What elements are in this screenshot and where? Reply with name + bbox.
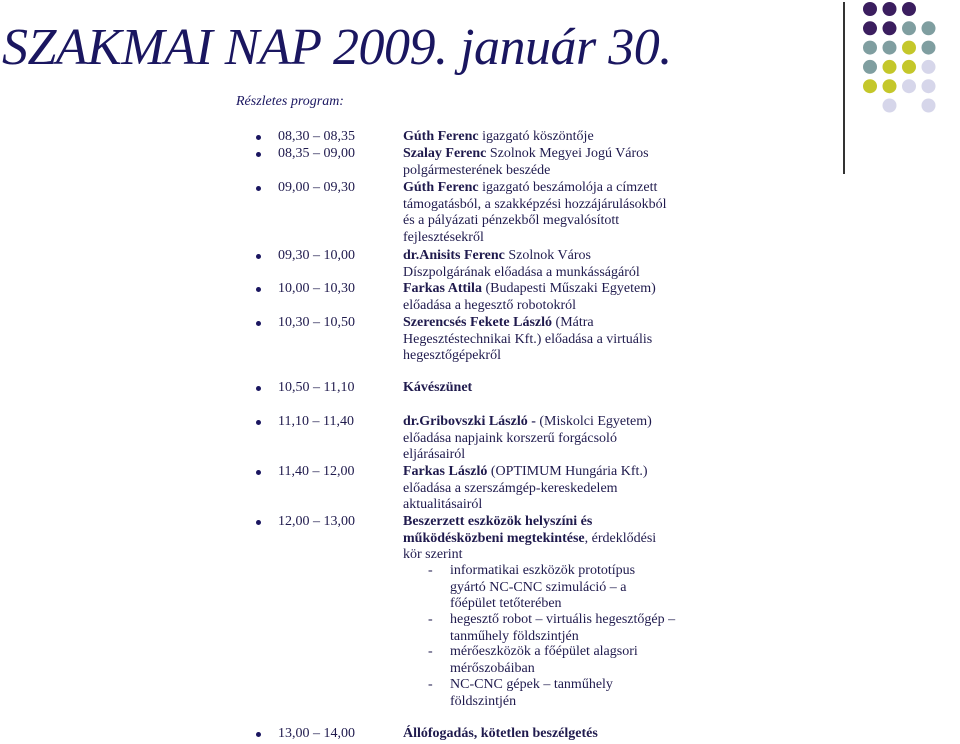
program-time: 10,30 – 10,50 (278, 315, 355, 330)
speaker-name: Farkas Attila (403, 281, 482, 296)
page-title: SZAKMAI NAP 2009. január 30. (2, 19, 672, 76)
program-description (403, 464, 668, 514)
description-text: , érdeklődési kör szerint (403, 530, 657, 562)
program-time: 09,00 – 09,30 (278, 180, 355, 195)
program-description (403, 146, 668, 179)
program-subtitle: Részletes program: (236, 94, 344, 109)
sub-item-text: hegesztő robot – virtuális hegesztőgép – tanműhely földszintjén (450, 612, 676, 644)
program-description (403, 414, 668, 464)
program-description (403, 514, 668, 564)
bullet-icon (256, 287, 261, 292)
dash-marker: - (428, 677, 433, 692)
program-time: 09,30 – 10,00 (278, 248, 355, 263)
activity-title: Beszerzett eszközök helyszíni és működésközbeni megtekintése (403, 514, 593, 546)
description-text: (Miskolci Egyetem) előadása napjaink korszerű forgácsoló eljárásairól (403, 414, 652, 462)
bullet-icon (256, 152, 261, 157)
program-description (403, 380, 668, 397)
description-text: (Budapesti Műszaki Egyetem) előadása a hegesztő robotokról (403, 281, 656, 313)
decorative-dot (883, 60, 897, 74)
speaker-name: dr.Gribovszki László - (403, 414, 536, 429)
program-time: 10,50 – 11,10 (278, 380, 355, 395)
decorative-dot (883, 21, 897, 35)
program-time: 10,00 – 10,30 (278, 281, 355, 296)
decorative-dot (922, 21, 936, 35)
decorative-dot (922, 41, 936, 55)
decorative-dot (883, 99, 897, 113)
decorative-dot (902, 2, 916, 16)
description-text: (OPTIMUM Hungária Kft.) előadása a szerszámgép-kereskedelem aktualitásairól (403, 464, 648, 512)
program-time: 11,40 – 12,00 (278, 464, 355, 479)
decorative-dot (902, 60, 916, 74)
activity-title: Állófogadás, kötetlen beszélgetés (403, 726, 598, 741)
decorative-dot (922, 99, 936, 113)
bullet-icon (256, 254, 261, 259)
speaker-name: Szerencsés Fekete László (403, 315, 553, 330)
decorative-dot (863, 21, 877, 35)
dash-marker: - (428, 563, 433, 578)
bullet-icon (256, 470, 261, 475)
speaker-name: Gúth Ferenc (403, 129, 479, 144)
program-time: 08,35 – 09,00 (278, 146, 355, 161)
decorative-dot (863, 60, 877, 74)
decorative-dot (863, 41, 877, 55)
bullet-icon (256, 386, 261, 391)
speaker-name: Szalay Ferenc (403, 146, 487, 161)
decorative-dot (902, 21, 916, 35)
dash-marker: - (428, 644, 433, 659)
sub-item-text: mérőeszközök a főépület alagsori mérőszobáiban (450, 644, 638, 676)
speaker-name: Farkas László (403, 464, 488, 479)
program-time: 11,10 – 11,40 (278, 414, 354, 429)
description-text: igazgató köszöntője (478, 129, 594, 144)
program-description (403, 129, 668, 146)
bullet-icon (256, 135, 261, 140)
bullet-icon (256, 186, 261, 191)
program-time: 08,30 – 08,35 (278, 129, 355, 144)
dash-marker: - (428, 612, 433, 627)
bullet-icon (256, 732, 261, 737)
program-description (403, 248, 668, 281)
decorative-dot (863, 79, 877, 93)
decorative-dot (922, 79, 936, 93)
program-description (403, 726, 668, 743)
bullet-icon (256, 420, 261, 425)
description-text: (Mátra Hegesztéstechnikai Kft.) előadása a virtuális hegesztőgépekről (403, 315, 653, 363)
program-time: 13,00 – 14,00 (278, 726, 355, 741)
speaker-name: Gúth Ferenc (403, 180, 479, 195)
bullet-icon (256, 321, 261, 326)
decorative-dot (902, 41, 916, 55)
program-description (403, 281, 668, 314)
program-description (403, 315, 658, 365)
decorative-dot (883, 41, 897, 55)
sub-item-text: NC-CNC gépek – tanműhely földszintjén (450, 677, 613, 709)
description-text: Szolnok Város Díszpolgárának előadása a munkásságáról (403, 248, 640, 280)
program-description (403, 180, 668, 246)
bullet-icon (256, 520, 261, 525)
decorative-dot (863, 2, 877, 16)
break-label: Kávészünet (403, 380, 473, 395)
decorative-dot-grid (858, 0, 958, 160)
description-text: igazgató beszámolója a címzett támogatásból, a szakképzési hozzájárulásokból és a pályázati pénzekből megvalósított fejlesztésekről (403, 180, 667, 245)
program-time: 12,00 – 13,00 (278, 514, 355, 529)
sub-item-text: informatikai eszközök prototípus gyártó NC-CNC szimuláció – a főépület tetőterében (450, 563, 636, 611)
decorative-dot (922, 60, 936, 74)
divider-line (843, 2, 845, 174)
decorative-dot (883, 79, 897, 93)
description-text: Szolnok Megyei Jogú Város polgármesterének beszéde (403, 146, 649, 178)
speaker-name: dr.Anisits Ferenc (403, 248, 505, 263)
decorative-dot (902, 79, 916, 93)
decorative-dot (883, 2, 897, 16)
